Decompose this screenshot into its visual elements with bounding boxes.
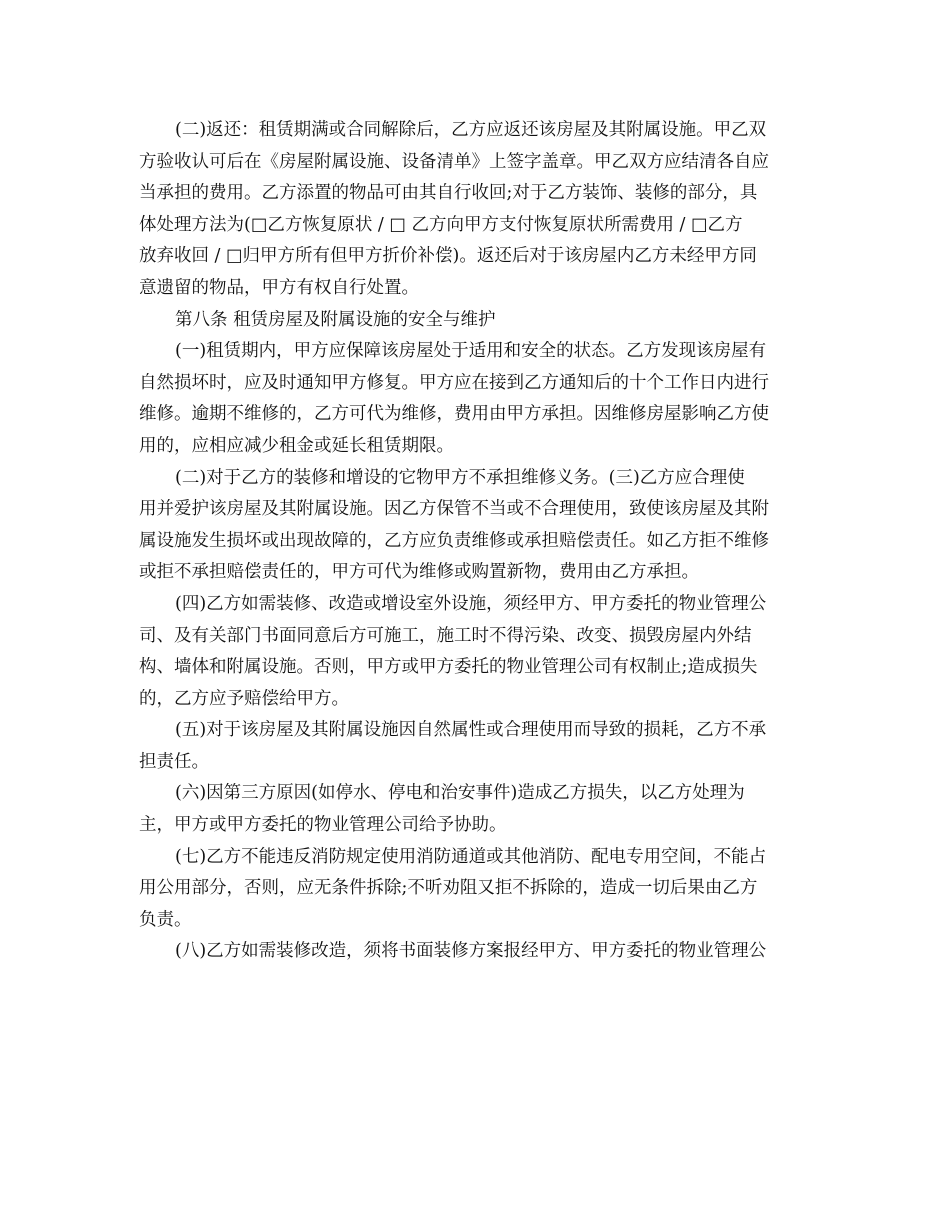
text-line: (二)返还：租赁期满或合同解除后，乙方应返还该房屋及其附属设施。甲乙双 bbox=[175, 120, 767, 140]
text-line: 放弃收回 / □归甲方所有但甲方折价补偿)。返还后对于该房屋内乙方未经甲方同 bbox=[139, 246, 757, 267]
text-line: 方验收认可后在《房屋附属设施、设备清单》上签字盖章。甲乙双方应结清各自应 bbox=[139, 151, 769, 172]
text-line: (六)因第三方原因(如停水、停电和治安事件)造成乙方损失，以乙方处理为 bbox=[175, 783, 745, 804]
text-line: 主，甲方或甲方委托的物业管理公司给予协助。 bbox=[139, 815, 507, 836]
text-line: 维修。逾期不维修的，乙方可代为维修，费用由甲方承担。因维修房屋影响乙方使 bbox=[139, 404, 769, 425]
text-line: 当承担的费用。乙方添置的物品可由其自行收回;对于乙方装饰、装修的部分，具 bbox=[139, 183, 758, 204]
text-line: 或拒不承担赔偿责任的，甲方可代为维修或购置新物，费用由乙方承担。 bbox=[139, 562, 699, 583]
text-line: 用的，应相应减少租金或延长租赁期限。 bbox=[139, 435, 454, 456]
text-line: 的，乙方应予赔偿给甲方。 bbox=[139, 688, 349, 709]
text-line: 负责。 bbox=[139, 909, 192, 930]
text-line: (五)对于该房屋及其附属设施因自然属性或合理使用而导致的损耗，乙方不承 bbox=[175, 720, 767, 741]
text-line: (一)租赁期内，甲方应保障该房屋处于适用和安全的状态。乙方发现该房屋有 bbox=[175, 341, 767, 362]
text-line: 体处理方法为(□乙方恢复原状 / □ 乙方向甲方支付恢复原状所需费用 / □乙方 bbox=[139, 214, 743, 235]
text-line: (八)乙方如需装修改造，须将书面装修方案报经甲方、甲方委托的物业管理公 bbox=[175, 941, 767, 962]
section-heading: 第八条 租赁房屋及附属设施的安全与维护 bbox=[175, 309, 496, 330]
text-line: (二)对于乙方的装修和增设的它物甲方不承担维修义务。(三)乙方应合理使 bbox=[175, 467, 745, 488]
text-line: 构、墙体和附属设施。否则，甲方或甲方委托的物业管理公司有权制止;造成损失 bbox=[139, 657, 758, 678]
text-line: 意遗留的物品，甲方有权自行处置。 bbox=[139, 277, 419, 298]
text-line: 司、及有关部门书面同意后方可施工，施工时不得污染、改变、损毁房屋内外结 bbox=[139, 625, 752, 646]
text-line: 用公用部分，否则，应无条件拆除;不听劝阻又拒不拆除的，造成一切后果由乙方 bbox=[139, 878, 758, 899]
text-line: 自然损坏时，应及时通知甲方修复。甲方应在接到乙方通知后的十个工作日内进行 bbox=[139, 372, 769, 393]
contract-text-block bbox=[139, 115, 819, 968]
text-line: 担责任。 bbox=[139, 751, 209, 772]
text-line: (七)乙方不能违反消防规定使用消防通道或其他消防、配电专用空间，不能占 bbox=[175, 846, 767, 867]
text-line: (四)乙方如需装修、改造或增设室外设施，须经甲方、甲方委托的物业管理公 bbox=[175, 593, 767, 614]
text-line: 用并爱护该房屋及其附属设施。因乙方保管不当或不合理使用，致使该房屋及其附 bbox=[139, 499, 769, 520]
text-line: 属设施发生损坏或出现故障的，乙方应负责维修或承担赔偿责任。如乙方拒不维修 bbox=[139, 530, 769, 551]
